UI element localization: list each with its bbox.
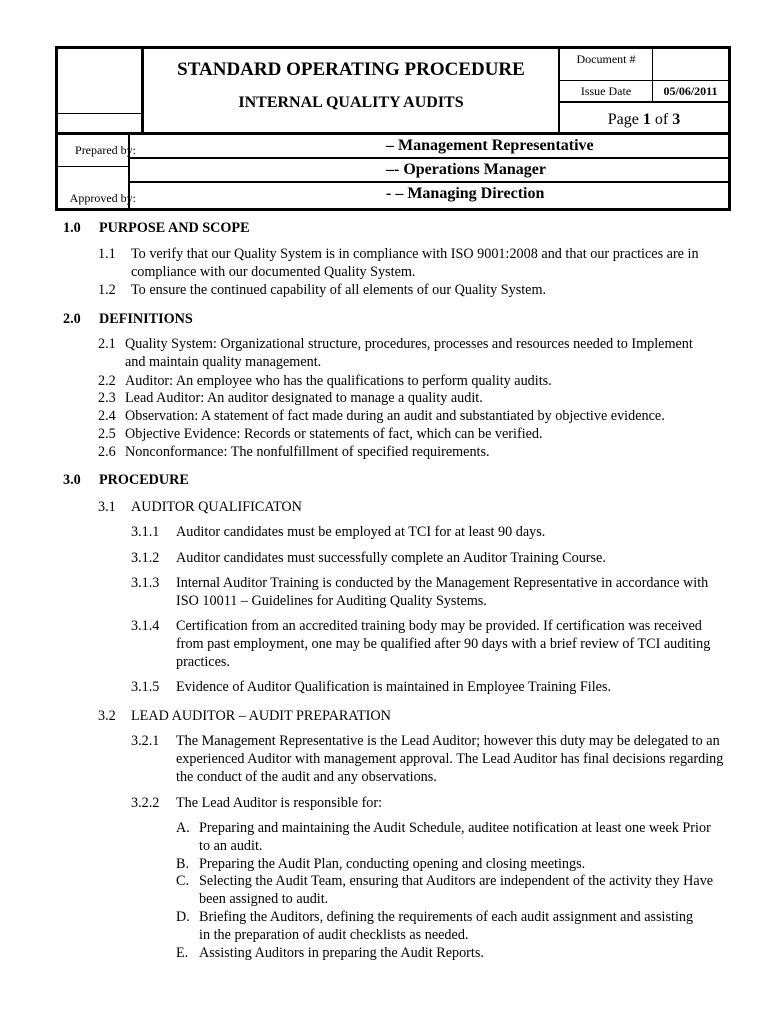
page-prefix: Page — [607, 111, 643, 128]
item-text: Briefing the Auditors, defining the requirements of each audit assignment and assisting in the preparation of audit checklists as needed. — [199, 909, 694, 943]
item-text: Observation: A statement of fact made during an audit and substantiated by objective evidence. — [125, 408, 665, 424]
responsibility-item — [176, 944, 724, 962]
table-border-bottom — [55, 208, 731, 211]
item-text: Objective Evidence: Records or statements of fact, which can be verified. — [125, 426, 543, 442]
responsibility-item — [176, 872, 724, 908]
list-item — [98, 372, 724, 390]
item-text: Evidence of Auditor Qualification is maintained in Employee Training Files. — [176, 679, 612, 695]
item-number: 2.4 — [98, 408, 116, 424]
item-text: The Management Representative is the Lead Auditor; however this duty may be delegated to an experienced Auditor with management approval. The Lead Auditor has final decisions regarding the conduct of the audit and any observations. — [176, 733, 724, 785]
subsection-heading-auditor-qualification — [98, 498, 302, 516]
item-number: 3.1.3 — [131, 575, 160, 591]
page-total: 3 — [672, 111, 681, 128]
document-number-label: Document # — [576, 52, 636, 66]
list-item — [131, 549, 724, 567]
list-item — [131, 617, 724, 671]
section-title: DEFINITIONS — [99, 311, 193, 327]
info-row-divider-1 — [558, 80, 731, 81]
section-number: 3.0 — [63, 472, 81, 488]
item-number: 3.1.1 — [131, 524, 160, 540]
item-letter: A. — [176, 820, 190, 836]
list-item — [98, 281, 724, 299]
issue-date-value: 05/06/2011 — [663, 84, 718, 98]
document-title: STANDARD OPERATING PROCEDURE — [177, 59, 525, 80]
role-operations-manager: –- Operations Manager — [386, 161, 546, 178]
item-text: Quality System: Organizational structure, procedures, processes and resources needed to Implement and maintain quality management. — [125, 336, 693, 370]
item-number: 3.2.2 — [131, 795, 160, 811]
item-text: Auditor candidates must successfully complete an Auditor Training Course. — [176, 550, 606, 566]
subsection-number: 3.2 — [98, 708, 116, 724]
table-border-right — [728, 46, 731, 211]
item-letter: D. — [176, 909, 190, 925]
item-number: 2.5 — [98, 426, 116, 442]
row-divider-2 — [128, 181, 731, 183]
item-text: Nonconformance: The nonfulfillment of specified requirements. — [125, 444, 490, 460]
responsibility-item — [176, 855, 724, 873]
item-number: 1.2 — [98, 282, 116, 298]
item-text: Auditor candidates must be employed at TCI for at least 90 days. — [176, 524, 546, 540]
item-number: 2.6 — [98, 444, 116, 460]
item-number: 3.1.5 — [131, 679, 160, 695]
list-item — [98, 407, 724, 425]
item-text: Certification from an accredited training body may be provided. If certification was received from past employment, one may be qualified after 90 days with a brief review of TCI auditing practices. — [176, 618, 711, 670]
list-item — [131, 523, 724, 541]
table-border-left — [55, 46, 58, 211]
item-letter: B. — [176, 856, 190, 872]
item-number: 2.3 — [98, 390, 116, 406]
prepared-by-label: Prepared by: — [75, 143, 136, 157]
item-text: Internal Auditor Training is conducted by the Management Representative in accordance with ISO 10011 – Guidelines for Auditing Quality Systems. — [176, 575, 709, 609]
item-text: To verify that our Quality System is in compliance with ISO 9001:2008 and that our practices are in compliance with our documented Quality System. — [131, 246, 699, 280]
item-text: Lead Auditor: An auditor designated to manage a quality audit. — [125, 390, 483, 406]
list-item — [131, 574, 724, 610]
list-item — [131, 794, 724, 812]
item-number: 3.1.4 — [131, 618, 160, 634]
item-number: 1.1 — [98, 246, 116, 262]
logo-cell-inner-line — [55, 113, 142, 114]
info-row-divider-2 — [558, 101, 731, 103]
label-divider — [55, 166, 129, 167]
header-divider — [55, 132, 731, 135]
subsection-heading-lead-auditor — [98, 707, 391, 725]
list-item — [98, 335, 698, 371]
item-letter: E. — [176, 945, 189, 961]
item-text: Preparing the Audit Plan, conducting opening and closing meetings. — [199, 856, 586, 872]
role-managing-direction: - – Managing Direction — [386, 185, 545, 202]
page-indicator — [560, 111, 728, 129]
list-item — [131, 678, 724, 696]
item-text: The Lead Auditor is responsible for: — [176, 795, 383, 811]
item-number: 2.2 — [98, 373, 116, 389]
issue-date-label: Issue Date — [580, 84, 632, 98]
approved-by-label: Approved by: — [69, 191, 136, 205]
list-item — [98, 389, 724, 407]
page-of: of — [650, 111, 673, 128]
item-number: 3.1.2 — [131, 550, 160, 566]
item-text: Auditor: An employee who has the qualifications to perform quality audits. — [125, 373, 552, 389]
row-divider-1 — [128, 157, 731, 159]
responsibility-item — [176, 908, 696, 944]
list-item — [98, 443, 724, 461]
item-text: Preparing and maintaining the Audit Schedule, auditee notification at least one week Prior to an audit. — [199, 820, 711, 854]
table-border-top — [55, 46, 731, 49]
responsibility-item — [176, 819, 724, 855]
section-number: 1.0 — [63, 220, 81, 236]
document-subtitle: INTERNAL QUALITY AUDITS — [238, 94, 464, 111]
subsection-title: AUDITOR QUALIFICATON — [131, 499, 302, 515]
list-item — [131, 732, 724, 786]
item-number: 3.2.1 — [131, 733, 160, 749]
item-text: To ensure the continued capability of all elements of our Quality System. — [131, 282, 547, 298]
section-title: PROCEDURE — [99, 472, 189, 488]
item-text: Selecting the Audit Team, ensuring that Auditors are independent of the activity they Have been assigned to audit. — [199, 873, 714, 907]
item-letter: C. — [176, 873, 190, 889]
list-item — [98, 245, 724, 281]
role-management-representative: – Management Representative — [386, 137, 594, 154]
page-current: 1 — [642, 111, 651, 128]
subsection-title: LEAD AUDITOR – AUDIT PREPARATION — [131, 708, 391, 724]
list-item — [98, 425, 724, 443]
section-number: 2.0 — [63, 311, 81, 327]
item-number: 2.1 — [98, 336, 116, 352]
subsection-number: 3.1 — [98, 499, 116, 515]
item-text: Assisting Auditors in preparing the Audit Reports. — [199, 945, 484, 961]
section-title: PURPOSE AND SCOPE — [99, 220, 250, 236]
